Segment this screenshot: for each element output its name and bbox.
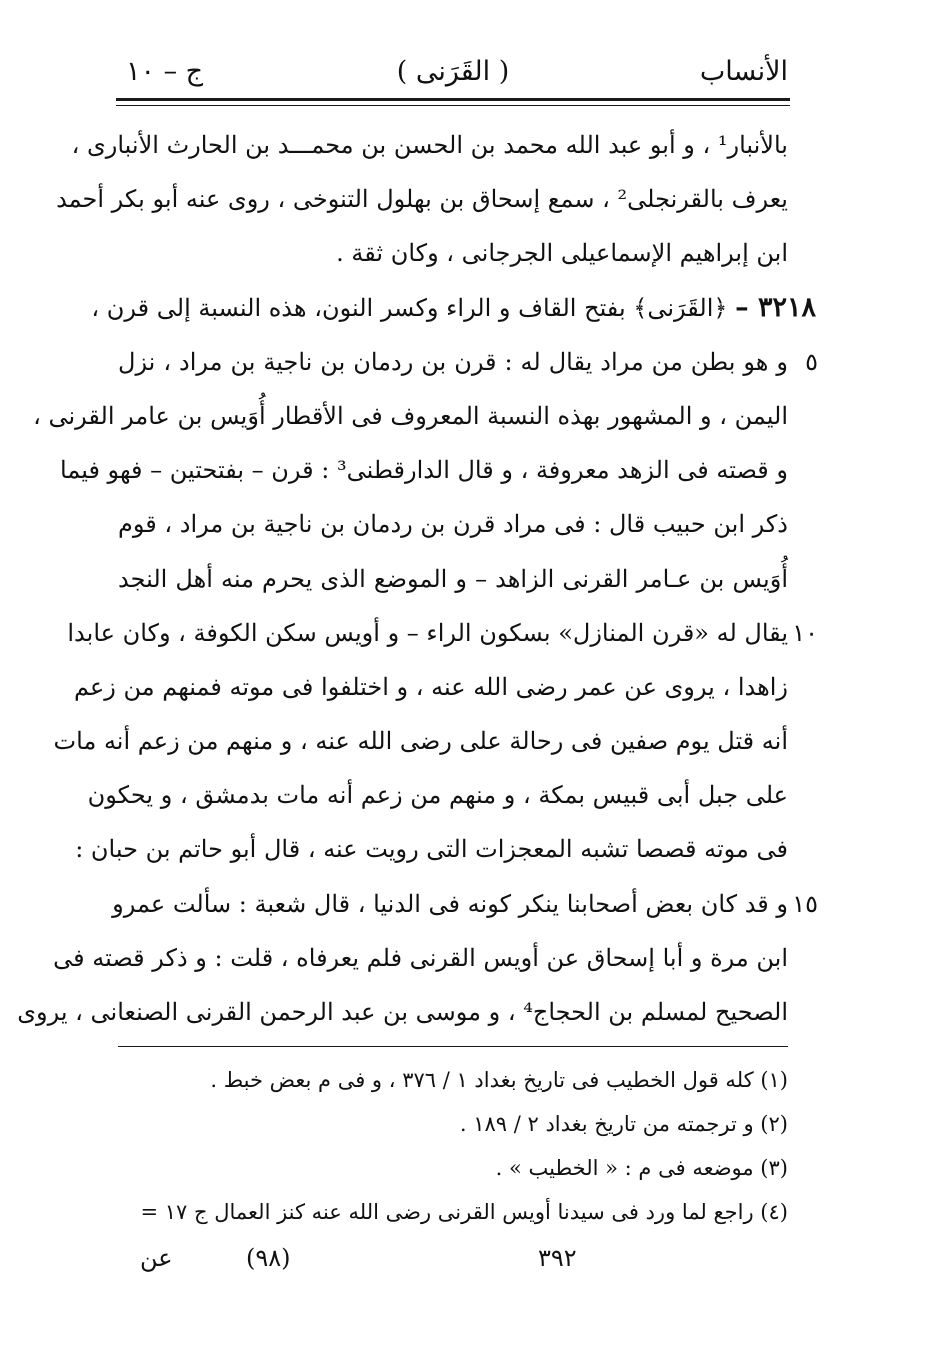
text-line [118,335,818,389]
header-entry-word: ( القَرَنى ) [396,56,510,87]
line-text: يقال له «قرن المنازل» بسكون الراء – و أويس سكن الكوفة ، وكان عابدا [67,618,788,647]
entry-number: ٣٢١٨ – [735,291,816,323]
text-line [60,443,788,497]
line-text: الصحيح لمسلم بن الحجاج⁴ ، و موسى بن عبد الرحمن القرنى الصنعانى ، يروى [17,998,788,1026]
header-volume: ج – ١٠ [126,56,204,87]
text-line [33,389,788,443]
line-text: يعرف بالقرنجلى² ، سمع إسحاق بن بهلول التنوخى ، روى عنه أبو بكر أحمد [56,185,788,214]
text-line [71,118,788,172]
catchword: عن [140,1244,173,1272]
text-line [118,552,788,606]
line-text: ذكر ابن حبيب قال : فى مراد قرن بن ردمان بن ناجية بن مراد ، قوم [118,510,788,539]
footnote: (٤) راجع لما ورد فى سيدنا أويس القرنى رضى الله عنه كنز العمال ج ١٧ = [140,1200,788,1224]
header-rule-thin [116,105,790,106]
line-text: ابن إبراهيم الإسماعيلى الجرجانى ، وكان ثقة . [336,239,788,268]
line-number: ٥ [805,347,818,376]
text-line [53,931,788,985]
line-text: أُوَيس بن عـامر القرنى الزاهد – و الموضع الذى يحرم منه أهل النجد [118,564,788,593]
line-text: ﴿القَرَنى﴾ بفتح القاف و الراء وكسر النون، هذه النسبة إلى قرن ، [91,293,728,322]
line-text: فى موته قصصا تشبه المعجزات التى رويت عنه ، قال أبو حاتم بن حبان : [75,835,788,864]
line-text: و قصته فى الزهد معروفة ، و قال الدارقطنى³ : قرن – بفتحتين – فهو فيما [60,456,788,485]
running-header [118,52,788,92]
signature-mark: (٩٨) [246,1244,291,1272]
text-line [53,714,788,768]
text-line [73,660,788,714]
footnote: (٣) موضعه فى م : « الخطيب » . [495,1156,788,1180]
line-number: ١٥ [792,889,818,918]
header-rule-thick [116,98,790,101]
header-title: الأنساب [699,56,788,87]
footnote-rule [118,1046,788,1047]
line-text: بالأنبار¹ ، و أبو عبد الله محمد بن الحسن بن محمـــد بن الحارث الأنبارى ، [71,131,788,159]
text-line [118,497,788,551]
line-text: ابن مرة و أبا إسحاق عن أويس القرنى فلم يعرفاه ، قلت : و ذكر قصته فى [53,943,788,972]
page-footer [118,1240,788,1276]
line-text: و قد كان بعض أصحابنا ينكر كونه فى الدنيا ، قال شعبة : سألت عمرو [112,889,788,918]
text-line [75,822,788,876]
main-text [17,118,818,1039]
footnote: (٢) و ترجمته من تاريخ بغداد ٢ / ١٨٩ . [459,1112,788,1136]
line-text: على جبل أبى قبيس بمكة ، و منهم من زعم أنه مات بدمشق ، و يحكون [87,781,788,810]
text-line [118,226,788,280]
line-number: ١٠ [792,618,818,647]
footnote: (١) كله قول الخطيب فى تاريخ بغداد ١ / ٣٧٦ ، و فى م بعض خبط . [210,1068,788,1092]
line-text: و هو بطن من مراد يقال له : قرن بن ردمان بن ناجية بن مراد ، نزل [118,347,788,376]
text-line [112,877,818,931]
text-line [56,172,788,226]
line-text: زاهدا ، يروى عن عمر رضى الله عنه ، و اختلفوا فى موته فمنهم من زعم [73,672,788,701]
text-line [87,768,788,822]
line-text: أنه قتل يوم صفين فى رحالة على رضى الله عنه ، و منهم من زعم أنه مات [53,727,788,756]
text-line [17,985,788,1039]
text-line [67,606,818,660]
text-line [91,281,816,335]
page-number: ٣٩٢ [538,1244,577,1272]
footnotes [130,1058,788,1234]
line-text: اليمن ، و المشهور بهذه النسبة المعروف فى الأقطار أُوَيس بن عامر القرنى ، [33,401,788,430]
